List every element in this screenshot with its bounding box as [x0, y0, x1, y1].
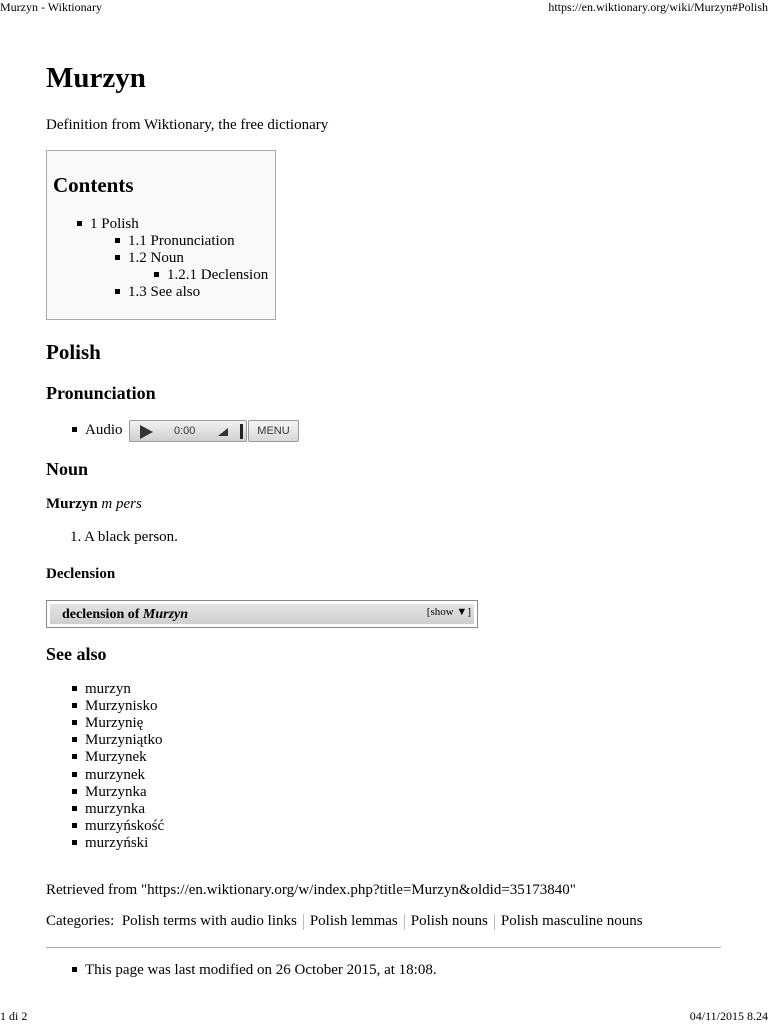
toc-item-polish[interactable]: 1 Polish: [77, 216, 139, 233]
see-also-link[interactable]: murzyn: [85, 681, 131, 697]
see-also-item[interactable]: [72, 835, 148, 852]
audio-time: 0:00: [174, 425, 196, 437]
see-also-link[interactable]: Murzynek: [85, 749, 147, 766]
bullet-icon: [115, 255, 120, 260]
see-also-item[interactable]: [72, 818, 164, 835]
bullet-icon: [72, 823, 77, 828]
definition: 1. A black person.: [70, 529, 178, 545]
categories-label: Categories:: [46, 913, 115, 929]
see-also-link[interactable]: murzyński: [85, 834, 149, 851]
heading-noun: Noun: [46, 459, 89, 479]
page-title: Murzyn: [46, 62, 146, 94]
see-also-item[interactable]: [72, 681, 131, 698]
print-datetime: 04/11/2015 8.24: [689, 1009, 768, 1023]
toc-item-noun[interactable]: 1.2 Noun: [115, 250, 184, 267]
headword-gender: m pers: [101, 496, 142, 512]
category-link[interactable]: Polish lemmas: [309, 913, 398, 929]
bullet-icon: [72, 967, 77, 972]
bullet-icon: [72, 789, 77, 794]
heading-see-also: See also: [46, 644, 107, 664]
bullet-icon: [72, 754, 77, 759]
category-link[interactable]: Polish masculine nouns: [500, 913, 643, 929]
bullet-icon: [72, 806, 77, 811]
audio-player[interactable]: [129, 420, 247, 442]
audio-menu-button[interactable]: MENU: [248, 420, 299, 442]
heading-pronunciation: Pronunciation: [46, 383, 156, 403]
page-subtitle: Definition from Wiktionary, the free dictionary: [46, 117, 329, 133]
footer-divider: [46, 947, 721, 948]
see-also-item[interactable]: [72, 732, 162, 749]
heading-declension: Declension: [46, 566, 116, 582]
toc-item-pronunciation[interactable]: 1.1 Pronunciation: [115, 233, 235, 250]
bullet-icon: [72, 686, 77, 691]
see-also-item[interactable]: [72, 801, 145, 818]
last-modified-item: [72, 962, 437, 979]
audio-list-item: [72, 422, 123, 439]
page-header-title: Murzyn - Wiktionary: [0, 0, 102, 14]
bullet-icon: [72, 737, 77, 742]
bullet-icon: [115, 289, 120, 294]
see-also-item[interactable]: [72, 767, 145, 784]
category-divider: [303, 914, 304, 930]
page-header-url: https://en.wiktionary.org/wiki/Murzyn#Polish: [548, 0, 768, 14]
page-number: 1 di 2: [0, 1009, 28, 1023]
see-also-item[interactable]: [72, 698, 158, 715]
bullet-icon: [72, 703, 77, 708]
declension-table: [46, 600, 478, 628]
see-also-link[interactable]: murzynek: [85, 766, 145, 783]
bullet-icon: [115, 238, 120, 243]
see-also-link[interactable]: murzyńskość: [85, 817, 165, 834]
see-also-link[interactable]: Murzyniątko: [85, 732, 163, 749]
last-modified: This page was last modified on 26 October 2015, at 18:08.: [85, 962, 437, 978]
table-of-contents: [46, 150, 276, 320]
see-also-item[interactable]: [72, 715, 143, 732]
bullet-icon: [77, 221, 82, 226]
bullet-icon: [154, 272, 159, 277]
bullet-icon: [72, 772, 77, 777]
retrieved-from: Retrieved from "https://en.wiktionary.org/w/index.php?title=Murzyn&oldid=35173840": [46, 882, 576, 898]
see-also-item[interactable]: [72, 784, 147, 801]
categories-bar: [46, 913, 643, 930]
seek-handle[interactable]: [240, 424, 243, 439]
audio-label: Audio: [85, 422, 123, 438]
bullet-icon: [72, 720, 77, 725]
category-link[interactable]: Polish nouns: [410, 913, 488, 929]
see-also-link[interactable]: Murzynisko: [85, 698, 158, 715]
category-link[interactable]: Polish terms with audio links: [121, 913, 297, 929]
see-also-item[interactable]: [72, 749, 147, 766]
declension-header: [50, 604, 474, 624]
headword-line: [46, 496, 142, 513]
declension-title: declension of Murzyn: [62, 607, 189, 622]
see-also-link[interactable]: Murzynka: [85, 783, 147, 800]
bullet-icon: [72, 427, 77, 432]
toc-item-see-also[interactable]: 1.3 See also: [115, 284, 200, 301]
declension-show-toggle[interactable]: [show ▼]: [426, 606, 471, 618]
volume-icon[interactable]: [218, 428, 228, 436]
headword: Murzyn: [46, 496, 98, 512]
toc-item-declension[interactable]: 1.2.1 Declension: [154, 267, 268, 284]
see-also-link[interactable]: Murzynię: [85, 715, 144, 732]
see-also-link[interactable]: murzynka: [85, 800, 145, 817]
play-icon[interactable]: [140, 425, 153, 439]
category-divider: [494, 914, 495, 930]
heading-polish: Polish: [46, 340, 101, 364]
bullet-icon: [72, 840, 77, 845]
toc-title: Contents: [53, 173, 134, 197]
category-divider: [404, 914, 405, 930]
